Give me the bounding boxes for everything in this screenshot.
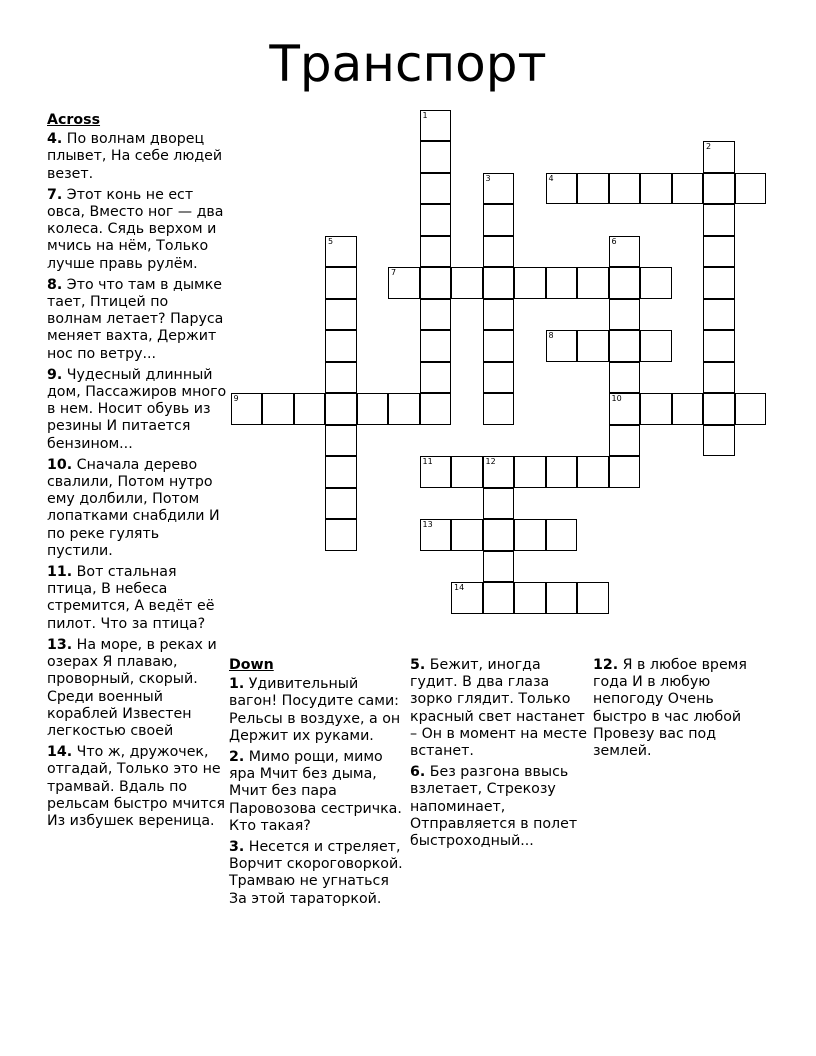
grid-cell[interactable]: [672, 173, 704, 205]
across-clue-14: 14. Что ж, дружочек, отгадай, Только это не трамвай. Вдаль по рельсам быстро мчится Из избушек вереница.: [47, 744, 225, 829]
grid-cell[interactable]: [577, 582, 609, 614]
across-heading: Across: [47, 112, 101, 128]
grid-cell[interactable]: [483, 299, 515, 331]
grid-cell[interactable]: [609, 362, 641, 394]
grid-cell[interactable]: [325, 267, 357, 299]
grid-cell[interactable]: [640, 173, 672, 205]
across-clue-13: 13. На море, в реках и озерах Я плаваю, проворный, скорый. Среди военный кораблей Известен легкостью своей: [47, 636, 217, 739]
cell-number: 12: [485, 457, 496, 466]
cell-number: 14: [454, 583, 465, 592]
cell-number: 11: [422, 457, 433, 466]
grid-cell[interactable]: [357, 393, 389, 425]
down-clue-3: 3. Несется и стреляет, Ворчит скороговоркой. Трамваю не угнаться За этой тараторкой.: [229, 839, 403, 907]
grid-cell[interactable]: [483, 204, 515, 236]
cell-number: 4: [548, 173, 554, 183]
cell-number: 8: [548, 331, 554, 340]
grid-cell[interactable]: [514, 267, 546, 299]
down-clue-12: 12. Я в любое время года И в любую непогоду Очень быстро в час любой Провезу вас под землей.: [593, 657, 747, 760]
down-clues-column-2: [410, 657, 590, 854]
grid-cell[interactable]: [609, 330, 641, 362]
grid-cell[interactable]: [483, 330, 515, 362]
grid-cell[interactable]: [325, 519, 357, 551]
grid-cell[interactable]: [325, 236, 357, 268]
grid-cell[interactable]: [577, 173, 609, 205]
grid-cell[interactable]: [325, 425, 357, 457]
grid-cell[interactable]: [640, 267, 672, 299]
cell-number: 6: [611, 236, 617, 246]
grid-cell[interactable]: [514, 456, 546, 488]
grid-cell[interactable]: [577, 330, 609, 362]
grid-cell[interactable]: [420, 173, 452, 205]
grid-cell[interactable]: [420, 519, 452, 551]
grid-cell[interactable]: [609, 425, 641, 457]
grid-cell[interactable]: [672, 393, 704, 425]
puzzle-title: Транспорт: [269, 35, 547, 93]
grid-cell[interactable]: [420, 393, 452, 425]
grid-cell[interactable]: [325, 393, 357, 425]
across-clues: [47, 112, 227, 834]
grid-cell[interactable]: [703, 141, 735, 173]
across-clue-11: 11. Вот стальная птица, В небеса стремится, А ведёт её пилот. Что за птица?: [47, 564, 215, 632]
grid-cell[interactable]: [577, 456, 609, 488]
grid-cell[interactable]: [483, 551, 515, 583]
grid-cell[interactable]: [325, 299, 357, 331]
grid-cell[interactable]: [735, 393, 767, 425]
grid-cell[interactable]: [703, 330, 735, 362]
down-clue-1: 1. Удивительный вагон! Посудите сами: Рельсы в воздухе, а он Держит их руками.: [229, 676, 401, 744]
grid-cell[interactable]: [546, 582, 578, 614]
grid-cell[interactable]: [483, 519, 515, 551]
grid-cell[interactable]: [420, 204, 452, 236]
grid-cell[interactable]: [294, 393, 326, 425]
grid-cell[interactable]: [325, 330, 357, 362]
grid-cell[interactable]: [451, 456, 483, 488]
grid-cell[interactable]: [609, 456, 641, 488]
grid-cell[interactable]: [546, 330, 578, 362]
grid-cell[interactable]: [703, 267, 735, 299]
down-clue-5: 5. Бежит, иногда гудит. В два глаза зорко глядит. Только красный свет настанет – Он в момент на месте встанет.: [410, 657, 587, 760]
grid-cell[interactable]: [609, 236, 641, 268]
grid-cell[interactable]: [420, 141, 452, 173]
grid-cell[interactable]: [703, 204, 735, 236]
down-heading: Down: [229, 657, 274, 673]
grid-cell[interactable]: [546, 519, 578, 551]
grid-cell[interactable]: [451, 582, 483, 614]
down-clue-2: 2. Мимо рощи, мимо яра Мчит без дыма, Мчит без пара Паровозова сестричка. Кто такая?: [229, 749, 402, 834]
down-clues-column-1: [229, 657, 407, 912]
grid-cell[interactable]: [703, 425, 735, 457]
cell-number: 13: [422, 520, 433, 529]
grid-cell[interactable]: [420, 236, 452, 268]
grid-cell[interactable]: [483, 393, 515, 425]
cell-number: 1: [422, 110, 428, 120]
grid-cell[interactable]: [451, 267, 483, 299]
grid-cell[interactable]: [546, 267, 578, 299]
across-clue-4: 4. По волнам дворец плывет, На себе людей везет.: [47, 131, 223, 182]
cell-number: 3: [485, 173, 491, 183]
grid-cell[interactable]: [703, 173, 735, 205]
grid-cell[interactable]: [388, 267, 420, 299]
grid-cell[interactable]: [514, 519, 546, 551]
grid-cell[interactable]: [703, 236, 735, 268]
down-clue-6: 6. Без разгона ввысь взлетает, Стрекозу напоминает, Отправляется в полет быстроходный...: [410, 764, 578, 850]
down-clues-column-3: [593, 657, 763, 764]
grid-cell[interactable]: [609, 173, 641, 205]
grid-cell[interactable]: [451, 519, 483, 551]
grid-cell[interactable]: [483, 173, 515, 205]
grid-cell[interactable]: [420, 330, 452, 362]
grid-cell[interactable]: [325, 362, 357, 394]
across-clue-7: 7. Этот конь не ест овса, Вместо ног — два колеса. Сядь верхом и мчись на нём, Только лучше правь рулём.: [47, 186, 224, 272]
cell-number: 2: [706, 142, 712, 151]
grid-cell[interactable]: [231, 393, 263, 425]
grid-cell[interactable]: [483, 267, 515, 299]
grid-cell[interactable]: [640, 330, 672, 362]
grid-cell[interactable]: [420, 362, 452, 394]
grid-cell[interactable]: [483, 488, 515, 520]
grid-cell[interactable]: [703, 393, 735, 425]
cell-number: 7: [391, 268, 397, 277]
grid-cell[interactable]: [483, 236, 515, 268]
grid-cell[interactable]: [609, 299, 641, 331]
grid-cell[interactable]: [609, 393, 641, 425]
grid-cell[interactable]: [546, 456, 578, 488]
across-clue-9: 9. Чудесный длинный дом, Пассажиров много в нем. Носит обувь из резины И питается бензином...: [47, 366, 227, 452]
grid-cell[interactable]: [483, 456, 515, 488]
cell-number: 5: [328, 236, 334, 246]
grid-cell[interactable]: [514, 582, 546, 614]
across-clue-8: 8. Это что там в дымке тает, Птицей по волнам летает? Паруса меняет вахта, Держит нос по ветру...: [47, 276, 224, 362]
grid-cell[interactable]: [546, 173, 578, 205]
grid-cell[interactable]: [325, 456, 357, 488]
grid-cell[interactable]: [325, 488, 357, 520]
grid-cell[interactable]: [735, 173, 767, 205]
grid-cell[interactable]: [420, 299, 452, 331]
across-clue-10: 10. Сначала дерево свалили, Потом нутро ему долбили, Потом лопатками снабдили И по реке гулять пустили.: [47, 456, 220, 559]
grid-cell[interactable]: [703, 299, 735, 331]
grid-cell[interactable]: [483, 362, 515, 394]
grid-cell[interactable]: [420, 267, 452, 299]
grid-cell[interactable]: [577, 267, 609, 299]
grid-cell[interactable]: [703, 362, 735, 394]
cell-number: 10: [611, 394, 622, 403]
grid-cell[interactable]: [483, 582, 515, 614]
grid-cell[interactable]: [640, 393, 672, 425]
cell-number: 9: [233, 394, 239, 403]
grid-cell[interactable]: [388, 393, 420, 425]
grid-cell[interactable]: [609, 267, 641, 299]
grid-cell[interactable]: [420, 456, 452, 488]
grid-cell[interactable]: [262, 393, 294, 425]
grid-cell[interactable]: [420, 110, 452, 142]
